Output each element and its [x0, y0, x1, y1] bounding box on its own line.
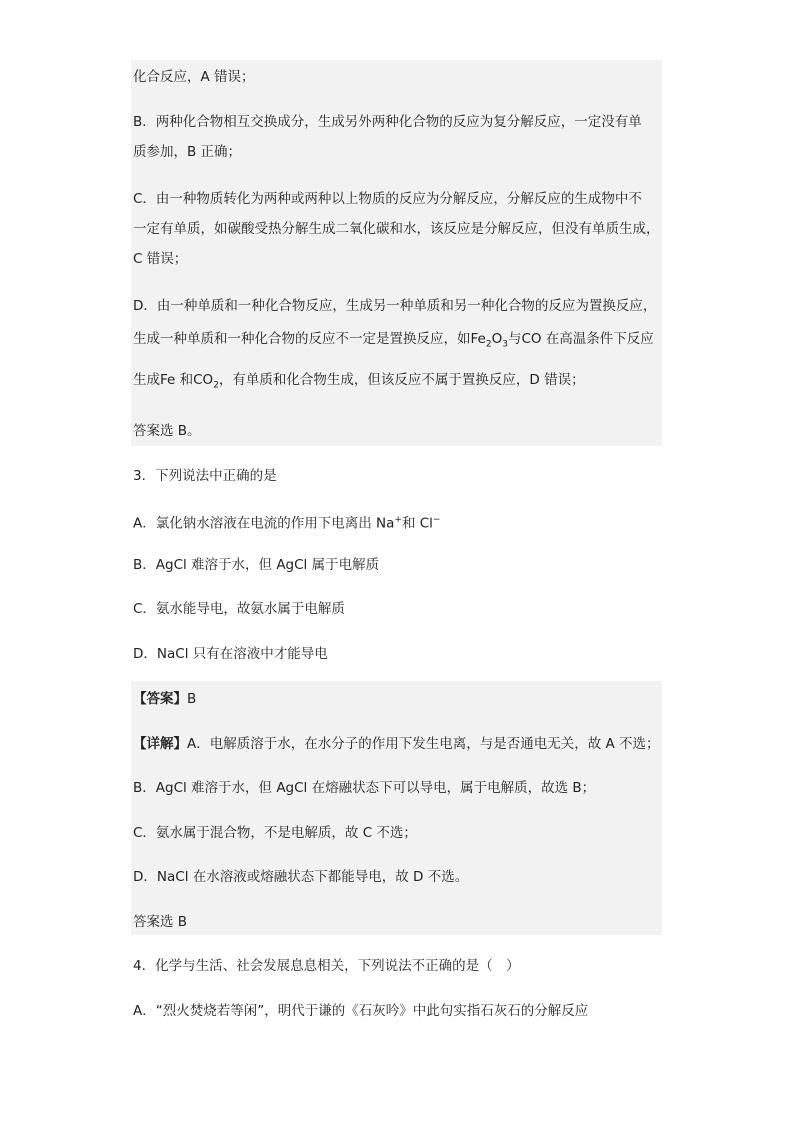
q2-line-c2: 一定有单质，如碳酸受热分解生成二氧化碳和水，该反应是分解反应，但没有单质生成，	[133, 221, 660, 237]
q2-line-b1: B．两种化合物相互交换成分，生成另外两种化合物的反应为复分解反应，一定没有单	[133, 114, 642, 130]
q3-detail-a-row	[133, 735, 660, 753]
q2-line-d3-pre: 生成Fe 和	[133, 372, 194, 388]
q2-line-d3-post: ，有单质和化合物生成，但该反应不属于置换反应，D 错误；	[218, 372, 585, 388]
q3-option-a-text: A．氯化钠水溶液在电流的作用下电离出 Na	[133, 515, 395, 532]
q2-line-b2: 质参加，B 正确；	[133, 144, 242, 160]
formula-o: O	[491, 331, 503, 347]
q2-line-c3: C 错误；	[133, 251, 188, 267]
q4-option-a: A．“烈火焚烧若等闲”，明代于谦的《石灰吟》中此句实指石灰石的分解反应	[133, 1003, 589, 1019]
formula-sub-3: 3	[502, 339, 508, 350]
q2-line-c1: C．由一种物质转化为两种或两种以上物质的反应为分解反应，分解反应的生成物中不	[133, 191, 642, 207]
answer-label: 【答案】	[133, 691, 187, 707]
q2-explanation-block	[131, 60, 662, 446]
q2-line-d2	[133, 330, 654, 354]
q3-detail-c: C．氨水属于混合物，不是电解质，故 C 不选；	[133, 825, 417, 841]
q3-option-d: D．NaCl 只有在溶液中才能导电	[133, 646, 328, 662]
q2-line-a-end: 化合反应，A 错误；	[133, 69, 255, 85]
detail-label: 【详解】	[133, 736, 187, 752]
q2-answer: 答案选 B。	[133, 423, 201, 439]
q4-stem: 4．化学与生活、社会发展息息相关，下列说法不正确的是（ ）	[133, 958, 520, 974]
charge-minus: −	[432, 515, 441, 525]
formula-co: CO	[193, 372, 214, 388]
q2-line-d1: D．由一种单质和一种化合物反应，生成另一种单质和另一种化合物的反应为置换反应，	[133, 298, 657, 314]
charge-plus: +	[394, 515, 402, 525]
q3-detail-a: A．电解质溶于水，在水分子的作用下发生电离，与是否通电无关，故 A 不选；	[187, 736, 660, 752]
q2-line-d3	[133, 371, 585, 395]
q3-answer-row	[133, 690, 196, 708]
formula-fe: Fe	[470, 331, 486, 347]
q3-stem: 3．下列说法中正确的是	[133, 468, 277, 484]
q2-line-d2-pre: 生成一种单质和一种化合物的反应不一定是置换反应，如	[133, 331, 471, 347]
q3-option-c: C．氨水能导电，故氨水属于电解质	[133, 601, 345, 617]
q3-option-a-mid: 和 Cl	[401, 515, 433, 532]
answer-value: B	[187, 691, 197, 707]
q3-option-a	[133, 511, 440, 533]
q3-detail-d: D．NaCl 在水溶液或熔融状态下都能导电，故 D 不选。	[133, 869, 469, 885]
q3-detail-b: B．AgCl 难溶于水，但 AgCl 在熔融状态下可以导电，属于电解质，故选 B；	[133, 780, 596, 796]
formula-co-sub: 2	[213, 380, 219, 391]
q3-final-answer: 答案选 B	[133, 914, 188, 930]
q2-line-d2-post: 与CO 在高温条件下反应	[507, 331, 654, 347]
q3-answer-block	[131, 681, 662, 935]
formula-sub-2: 2	[485, 339, 492, 350]
q3-option-b: B．AgCl 难溶于水，但 AgCl 属于电解质	[133, 557, 380, 573]
